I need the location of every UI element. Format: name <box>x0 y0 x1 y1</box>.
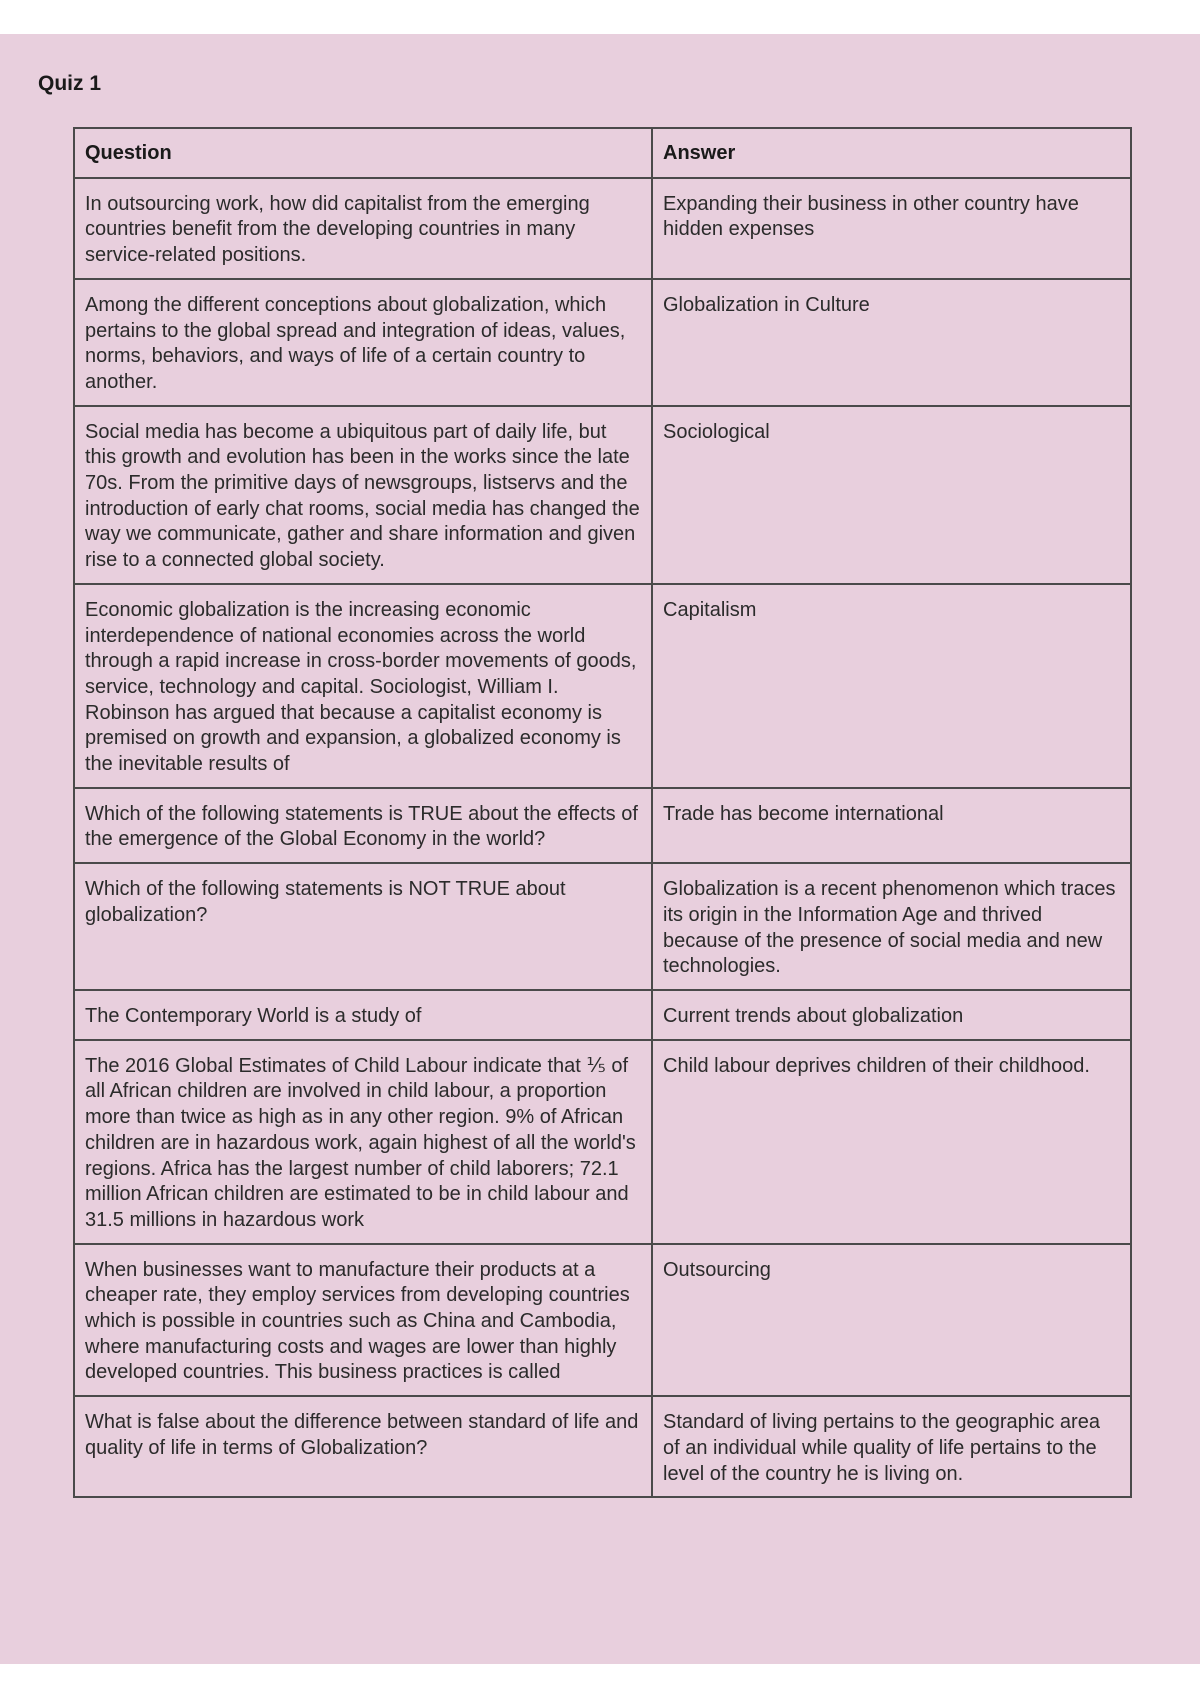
answer-cell: Child labour deprives children of their childhood. <box>652 1040 1131 1244</box>
question-cell: The Contemporary World is a study of <box>74 990 652 1040</box>
table-row <box>74 1396 1131 1497</box>
page-title: Quiz 1 <box>38 72 102 95</box>
table-row <box>74 178 1131 279</box>
table-row <box>74 863 1131 990</box>
answer-cell: Outsourcing <box>652 1244 1131 1397</box>
table-row <box>74 584 1131 788</box>
answer-cell: Globalization in Culture <box>652 279 1131 406</box>
table-row <box>74 406 1131 584</box>
quiz-table <box>73 127 1132 1498</box>
answer-cell: Sociological <box>652 406 1131 584</box>
question-cell: Which of the following statements is TRUE about the effects of the emergence of the Global Economy in the world? <box>74 788 652 863</box>
question-cell: What is false about the difference between standard of life and quality of life in terms of Globalization? <box>74 1396 652 1497</box>
question-cell: The 2016 Global Estimates of Child Labour indicate that ⅕ of all African children are involved in child labour, a proportion more than twice as high as in any other region. 9% of African children are in hazardous work, again highest of all the world's regions. Africa has the largest number of child laborers; 72.1 million African children are estimated to be in child labour and 31.5 millions in hazardous work <box>74 1040 652 1244</box>
question-cell: In outsourcing work, how did capitalist from the emerging countries benefit from the developing countries in many service-related positions. <box>74 178 652 279</box>
table-row <box>74 788 1131 863</box>
question-cell: Economic globalization is the increasing economic interdependence of national economies across the world through a rapid increase in cross-border movements of goods, service, technology and capital. Sociologist, William I. Robinson has argued that because a capitalist economy is premised on growth and expansion, a globalized economy is the inevitable results of <box>74 584 652 788</box>
table-row <box>74 1244 1131 1397</box>
answer-cell: Current trends about globalization <box>652 990 1131 1040</box>
answer-cell: Capitalism <box>652 584 1131 788</box>
question-cell: When businesses want to manufacture their products at a cheaper rate, they employ services from developing countries which is possible in countries such as China and Cambodia, where manufacturing costs and wages are lower than highly developed countries. This business practices is called <box>74 1244 652 1397</box>
answer-cell: Standard of living pertains to the geographic area of an individual while quality of life pertains to the level of the country he is living on. <box>652 1396 1131 1497</box>
question-cell: Social media has become a ubiquitous part of daily life, but this growth and evolution has been in the works since the late 70s. From the primitive days of newsgroups, listservs and the introduction of early chat rooms, social media has changed the way we communicate, gather and share information and given rise to a connected global society. <box>74 406 652 584</box>
table-row <box>74 990 1131 1040</box>
table-row <box>74 279 1131 406</box>
answer-cell: Expanding their business in other country have hidden expenses <box>652 178 1131 279</box>
answer-cell: Globalization is a recent phenomenon which traces its origin in the Information Age and thrived because of the presence of social media and new technologies. <box>652 863 1131 990</box>
answer-cell: Trade has become international <box>652 788 1131 863</box>
table-header-row <box>74 128 1131 178</box>
question-cell: Which of the following statements is NOT TRUE about globalization? <box>74 863 652 990</box>
document-page <box>0 34 1200 1664</box>
question-cell: Among the different conceptions about globalization, which pertains to the global spread and integration of ideas, values, norms, behaviors, and ways of life of a certain country to another. <box>74 279 652 406</box>
question-column-header: Question <box>74 128 652 178</box>
answer-column-header: Answer <box>652 128 1131 178</box>
table-row <box>74 1040 1131 1244</box>
